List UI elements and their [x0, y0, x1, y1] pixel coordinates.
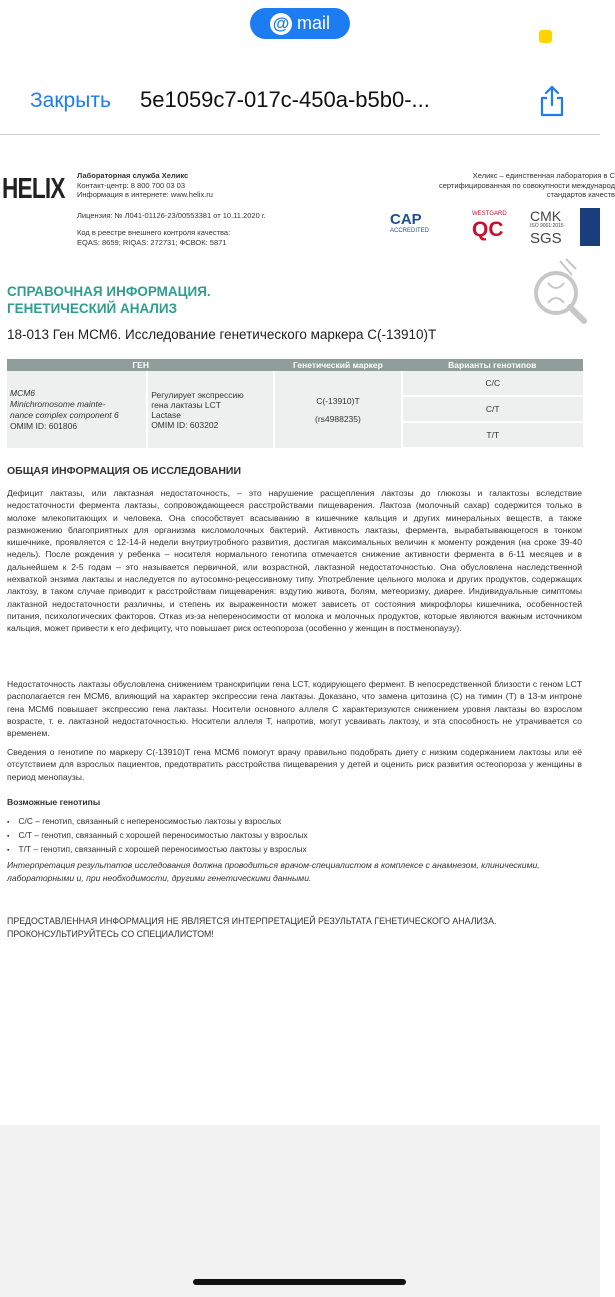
genotype-cell: С/Т — [402, 396, 583, 422]
helix-certification-note — [395, 171, 615, 200]
disclaimer-line-2: ПРОКОНСУЛЬТИРУЙТЕСЬ СО СПЕЦИАЛИСТОМ! — [7, 929, 214, 939]
study-title: 18-013 Ген МСМ6. Исследование генетического маркера С(-13910)Т — [7, 327, 437, 342]
cmk-logo: CMK — [530, 208, 562, 224]
disclaimer-line-1: ПРЕДОСТАВЛЕННАЯ ИНФОРМАЦИЯ НЕ ЯВЛЯЕТСЯ ИНТЕРПРЕТАЦИЕЙ РЕЗУЛЬТАТА ГЕНЕТИЧЕСКОГО АНАЛИЗА. — [7, 916, 497, 926]
cert-note-line-3: стандартов качеств — [546, 190, 615, 199]
registry-info — [77, 228, 230, 248]
regulation-line-2: гена лактазы LCT — [151, 399, 221, 410]
mail-app-pill[interactable] — [250, 8, 350, 39]
table-header-row — [7, 359, 583, 371]
lab-web: Информация в интернете: www.helix.ru — [77, 190, 213, 199]
section-title-line-1: СПРАВОЧНАЯ ИНФОРМАЦИЯ. — [7, 284, 211, 299]
list-item: ▪ С/С – генотип, связанный с непереносимостью лактозы у взрослых — [7, 815, 308, 829]
status-bar — [0, 0, 600, 60]
genotype-cell: С/С — [402, 371, 583, 396]
gene-table — [7, 359, 583, 449]
cert-note-line-1: Хеликс – единственная лаборатория в С — [472, 171, 615, 180]
table-header-marker: Генетический маркер — [274, 359, 401, 371]
marker-name: С(-13910)Т — [316, 395, 360, 406]
sgs-logo: SGS — [530, 230, 562, 247]
lab-contact: Контакт-центр: 8 800 700 03 03 — [77, 180, 186, 190]
interpretation-note: Интерпретация результатов исследования должна проводиться врачом-специалистом в комплексе с анамнезом, клиническими, лабораторными и, при необходимости, другими генетическими данными. — [7, 860, 540, 883]
marker-cell — [274, 371, 401, 448]
license-text: Лицензия: № Л041-01126-23/00553381 от 10.11.2020 г. — [77, 211, 266, 220]
cert-note-line-2: сертифицированная по совокупности международ — [438, 180, 615, 190]
gene-full-name-2: nance complex component 6 — [10, 409, 119, 420]
dna-magnifier-icon — [526, 257, 588, 325]
table-header-genotypes: Варианты генотипов — [402, 359, 583, 371]
helix-logo: HELIX — [2, 173, 65, 205]
list-item: ▪ С/Т – генотип, связанный с хорошей переносимостью лактозы у взрослых — [7, 829, 308, 843]
section-title — [7, 283, 211, 317]
disclaimer — [7, 915, 496, 941]
section-title-line-2: ГЕНЕТИЧЕСКИЙ АНАЛИЗ — [7, 301, 178, 316]
home-indicator[interactable] — [193, 1279, 406, 1285]
paragraph-lct-gene: Недостаточность лактазы обусловлена снижением транскрипции гена LCT, кодирующего фермент. В непосредственной близости с геном LCT располагается ген MCM6, влияющий на характер экспрессии гена лактазы. Доказано, что замена цитозина (С) на тимин (Т) в 13-м интроне гена MCM6 повышает экспрессию гена лактазы. Носители основного аллеля С характеризуются снижением уровня лактазы во взрослом возрасте, т. е. лактазной недостаточностью. Носители аллеля Т, напротив, могут усваивать лактозу, и эта способность не утрачивается со временем. — [7, 679, 582, 739]
gene-cell — [7, 371, 147, 448]
genotypes-list — [7, 815, 308, 858]
genotypes-heading: Возможные генотипы — [7, 797, 101, 807]
gene-full-name-1: Minichromosome mainte- — [10, 398, 106, 409]
gene-omim: OMIM ID: 601806 — [10, 420, 78, 431]
genotype-cell: Т/Т — [402, 422, 583, 448]
registry-codes: EQAS: 8659; RIQAS: 272731; ФСВОК: 5871 — [77, 238, 227, 247]
general-info-heading: ОБЩАЯ ИНФОРМАЦИЯ ОБ ИССЛЕДОВАНИИ — [7, 465, 242, 477]
regulation-line-1: Регулирует экспрессию — [151, 389, 244, 400]
document-page — [0, 135, 615, 1125]
list-item: ▪ Т/Т – генотип, связанный с хорошей переносимостью лактозы у взрослых — [7, 843, 308, 857]
marker-rs: (rs4988235) — [315, 413, 361, 424]
document-title: 5e1059c7-017c-450a-b5b0-... — [140, 87, 430, 112]
regulation-line-3: Lactase — [151, 409, 181, 420]
cap-logo: CAP — [390, 211, 422, 228]
viewer-background — [0, 1125, 600, 1297]
paragraph-lactase-deficiency: Дефицит лактазы, или лактазная недостаточность, – это нарушение расщепления лактозы до глюкозы и галактозы вследствие недостаточности фермента лактазы, сопровождающееся расстройствами пищеварения. Лактоза (молочный сахар) содержится только в молоке млекопитающих и человека. Она способствует всасыванию в кишечнике кальция и других минеральных веществ, а также размножению благоприятных для организма кисломолочных бактерий. Активность лактазы, фермента, вырабатывающегося в тонком кишечнике, проявляется с 12-14-й недели внутриутробного развития, достигая максимальных величин к моменту рождения (на сроке 39-40 недель). После рождения у ребенка – носителя нормального генотипа отмечается снижение активности фермента в 6-11 месяцев и в дальнейшем к 2-5 годам – это называется первичной, или возрастной, лактазной недостаточностью. Она обусловлена наследственной нехваткой энзима лактазы и наследуется по аутосомно-рецессивному типу. Употребление цельного молока и других продуктов, содержащих лактозу, в таком случае приводит к расстройствам пищеварения: вздутию живота, болям, метеоризму, диарее. Индивидуальные симптомы лактазной недостаточности различны, и степень их выраженности может зависеть от состояния микрофлоры кишечника, особенностей питания, психологических факторов. Отказ из-за непереносимости от молока и молочных продуктов, которые являются важным источником кальция, может привести к его дефициту, что повышает риск остеопороза (особенно у женщин в постменопаузу). — [7, 488, 582, 634]
certificate-badge-icon — [580, 208, 600, 246]
regulation-cell — [147, 371, 274, 448]
table-row — [7, 371, 583, 396]
recording-indicator-icon — [539, 30, 552, 43]
gene-name: MCM6 — [10, 387, 36, 398]
westgard-label: WESTGARD — [472, 211, 507, 217]
mail-app-label: mail — [296, 13, 330, 33]
qc-logo: QC — [472, 218, 504, 241]
cap-accredited-label: ACCREDITED — [390, 228, 430, 234]
navigation-bar — [0, 60, 600, 135]
lab-info — [77, 171, 213, 200]
share-icon[interactable] — [537, 84, 567, 118]
regulation-omim: OMIM ID: 603202 — [151, 419, 219, 430]
registry-label: Код в реестре внешнего контроля качества: — [77, 228, 231, 237]
iso-label: ISO 9001:2015 — [530, 223, 564, 229]
table-header-gene: ГЕН — [7, 359, 274, 371]
close-button[interactable]: Закрыть — [30, 89, 111, 112]
lab-name: Лабораторная служба Хеликс — [77, 171, 189, 180]
mail-at-icon: @ — [270, 13, 292, 35]
paragraph-genotype-use: Сведения о генотипе по маркеру С(-13910)Т гена MCM6 помогут врачу правильно подобрать диету с низким содержанием лактозы или её отсутствием для взрослых пациентов, предотвратить расстройства пищеварения у детей и оценить риск развития остеопороза у женщины в период менопаузы. — [7, 747, 582, 782]
